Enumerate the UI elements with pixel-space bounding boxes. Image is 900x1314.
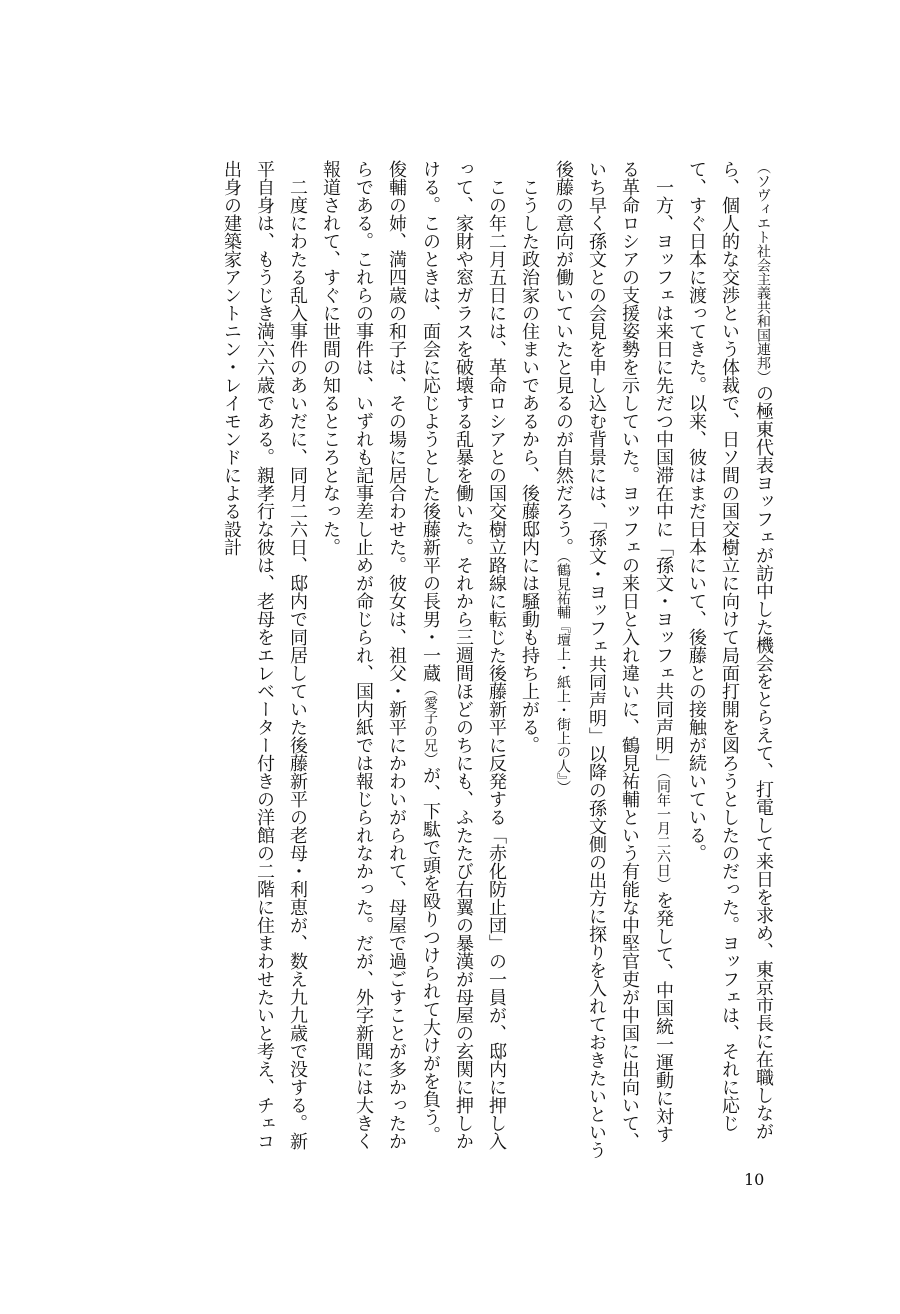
text-run: こうした政治家の住まいであるから、後藤邸内には騒動も持ち上がる。	[519, 178, 540, 754]
text-run: の極東代表ヨッフェが訪中した機会をとらえて、打電して来日を求め、東京市長に在職しながら、個人的な交渉という体裁で、日ソ間の国交樹立に向けて局面打開を図ろうとしたのだった。ヨッフェは、それに応じて、すぐ日本に渡ってきた。以来、彼はまだ日本にいて、後藤との接触が続いている。	[686, 160, 774, 1140]
paragraph	[513, 160, 546, 1160]
vertical-text-body	[180, 160, 780, 1160]
text-run: が、下駄で頭を殴りつけられて大けがを負う。俊輔の姉、満四歳の和子は、その場に居合わせた。彼女は、祖父・新平にかわいがられて、母屋で過ごすことが多かったからである。これらの事件は、いずれも記事差し止めが命じられ、国内紙では報じられなかった。だが、外字新聞には大きく報道されて、すぐに世間の知るところとなった。	[320, 160, 441, 1150]
inline-note: （ソヴィエト社会主義共和国連邦）	[755, 160, 771, 384]
inline-note: （同年一月二六日）	[655, 772, 671, 891]
paragraph	[314, 160, 513, 1160]
inline-note: （愛子の兄）	[422, 682, 438, 766]
inline-note: （鶴見祐輔『壇上・紙上・街上の人』）	[555, 556, 571, 794]
text-run: を発して、中国統一運動に対する革命ロシアの支援姿勢を示していた。ヨッフェの来日と入れ違いに、鶴見祐輔という有能な中堅官吏が中国に出向いて、いち早く孫文との会見を申し込む背景には、「孫文・ヨッフェ共同声明」以降の孫文側の出方に探りを入れておきたいという後藤の意向が働いていたと見るのが自然だろう。	[553, 160, 674, 1159]
paragraph	[680, 160, 780, 1160]
text-run: 一方、ヨッフェは来日に先だつ中国滞在中に「孫文・ヨッフェ共同声明」	[653, 178, 674, 772]
text-run: 二度にわたる乱入事件のあいだに、同月二六日、邸内で同居していた後藤新平の老母・利恵が、数え九九歳で没する。新平自身は、もうじき満六六歳である。親孝行な彼は、老母をエレベーター付きの洋館の二階に住まわせたいと考え、チェコ出身の建築家アントニン・レイモンドによる設計	[221, 160, 308, 1150]
paragraph	[546, 160, 680, 1160]
paragraph	[215, 160, 314, 1160]
text-run: この年二月五日には、革命ロシアとの国交樹立路線に転じた後藤新平に反発する「赤化防止団」の一員が、邸内に押し入って、家財や窓ガラスを破壊する乱暴を働いた。それから三週間ほどのちにも、ふたたび右翼の暴漢が母屋の玄関に押しかける。このときは、面会に応じようとした後藤新平の長男・一蔵	[420, 160, 507, 1150]
page-number: 10	[744, 1170, 765, 1189]
